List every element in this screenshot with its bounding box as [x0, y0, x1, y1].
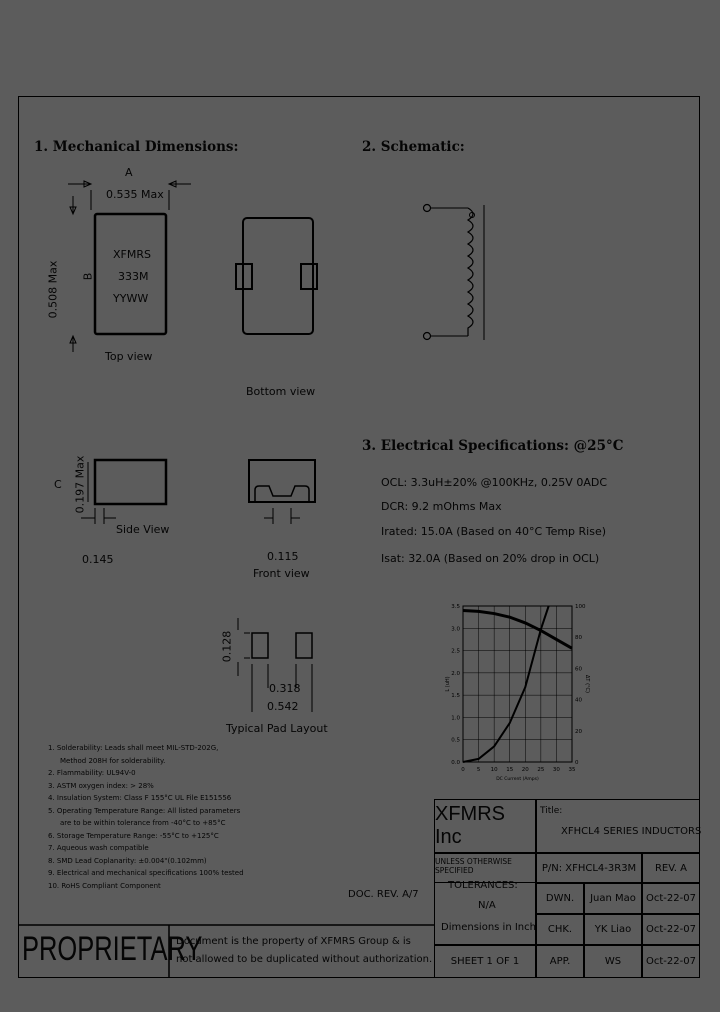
tolerance-cell — [434, 883, 536, 945]
marking-line1: XFMRS — [113, 248, 151, 261]
spec-dcr: DCR: 9.2 mOhms Max — [381, 500, 502, 513]
dim-c-letter: C — [54, 478, 62, 491]
chart-x-tick-label: 30 — [552, 767, 560, 773]
chart-y-tick-label: 1.5 — [451, 693, 460, 700]
chart-y-tick-label: 0.5 — [451, 737, 460, 744]
chart-y2-tick-label: 100 — [575, 604, 586, 610]
chart-y-tick-label: 3.5 — [451, 604, 460, 610]
note-item: are to be within tolerance from -40°C to +85°C — [60, 819, 226, 827]
electrical-heading: 3. Electrical Specifications: @25°C — [362, 438, 624, 454]
sheet-number: SHEET 1 OF 1 — [434, 945, 536, 978]
note-item: 2. Flammability: UL94V-0 — [48, 769, 136, 777]
top-view-label: Top view — [105, 350, 153, 363]
spec-isat: Isat: 32.0A (Based on 20% drop in OCL) — [381, 552, 600, 565]
title-value: XFHCL4 SERIES INDUCTORS — [561, 826, 702, 837]
tolerance-value: N/A — [478, 900, 496, 911]
schematic-heading: 2. Schematic: — [362, 139, 465, 155]
chart-y2-tick-label: 0 — [575, 760, 579, 766]
pad-inner-value: 0.318 — [269, 682, 301, 695]
chart-x-tick-label: 25 — [537, 767, 545, 773]
dim-a-letter: A — [125, 166, 133, 179]
chart-x-axis-label: DC Current (Amps) — [496, 777, 539, 782]
note-item: 4. Insulation System: Class F 155°C UL File E151556 — [48, 794, 232, 802]
note-item: Method 208H for solderability. — [60, 756, 166, 765]
chart-y2-tick-label: 40 — [575, 697, 582, 704]
dim-a-value: 0.535 Max — [106, 188, 164, 201]
pad-height-value: 0.128 — [220, 630, 234, 663]
chart-y-tick-label: 3.0 — [451, 626, 460, 633]
proprietary-note-1: Document is the property of XFMRS Group & is — [176, 936, 411, 947]
chart-plot-area — [463, 606, 572, 762]
note-item: 3. ASTM oxygen index: > 28% — [48, 781, 154, 790]
chart-y-tick-label: 2.5 — [451, 648, 460, 655]
unless-cell: UNLESS OTHERWISE SPECIFIED — [434, 853, 536, 883]
chart-x-tick-label: 5 — [476, 767, 481, 773]
part-number: P/N: XFHCL4-3R3M — [536, 853, 642, 883]
chk-name: YK Liao — [584, 914, 642, 945]
front-dim-value: 0.115 — [267, 550, 299, 563]
proprietary-note-2: not allowed to be duplicated without authorization. — [176, 954, 433, 965]
dimensions-unit: Dimensions in Inch — [441, 922, 536, 933]
front-view-label: Front view — [253, 567, 310, 580]
note-item: 9. Electrical and mechanical specifications 100% tested — [48, 869, 244, 877]
marking-line2: 333M — [118, 270, 149, 283]
dim-b-letter: B — [81, 272, 95, 281]
title-label: Title: — [540, 806, 563, 816]
chart-x-tick-label: 35 — [568, 767, 576, 773]
spec-irated: Irated: 15.0A (Based on 40°C Temp Rise) — [381, 525, 607, 538]
revision: REV. A — [642, 853, 700, 883]
mechanical-heading: 1. Mechanical Dimensions: — [34, 139, 239, 155]
chart-y2-axis-label: ΔT (°C) — [584, 675, 590, 693]
chart-x-tick-label: 0 — [461, 767, 465, 773]
app-date: Oct-22-07 — [642, 945, 700, 978]
chart-x-tick-label: 15 — [506, 767, 514, 773]
chart-x-tick-label: 20 — [521, 767, 529, 773]
app-label: APP. — [536, 945, 584, 978]
chart-y-tick-label: 1.0 — [451, 715, 460, 722]
spec-ocl: OCL: 3.3uH±20% @100KHz, 0.25V 0ADC — [381, 476, 608, 489]
dwn-label: DWN. — [536, 883, 584, 914]
chart-y2-tick-label: 20 — [575, 728, 582, 735]
note-item: 1. Solderability: Leads shall meet MIL-STD-202G, — [48, 744, 219, 752]
chk-label: CHK. — [536, 914, 584, 945]
note-item: 6. Storage Temperature Range: -55°C to +125°C — [48, 831, 219, 840]
note-item: 5. Operating Temperature Range: All listed parameters — [48, 806, 241, 815]
chart-y-axis-label: L (uH) — [445, 676, 451, 692]
doc-rev: DOC. REV. A/7 — [348, 889, 419, 900]
proprietary-label: PROPRIETARY — [22, 930, 203, 968]
side-view-label: Side View — [116, 523, 170, 536]
notes-list — [48, 745, 244, 895]
note-item: 7. Aqueous wash compatible — [48, 844, 149, 852]
pad-outer-value: 0.542 — [267, 700, 299, 713]
note-item: 8. SMD Lead Coplanarity: ±0.004"(0.102mm) — [48, 856, 207, 865]
dwn-date: Oct-22-07 — [642, 883, 700, 914]
note-item: 10. RoHS Compliant Component — [48, 881, 161, 890]
chart-y2-tick-label: 80 — [575, 635, 582, 642]
chart-series-inductance — [463, 610, 572, 648]
dim-c-value: 0.197 Max — [73, 455, 87, 514]
company-name: XFMRS Inc — [434, 799, 536, 853]
chart-y-tick-label: 0.0 — [451, 760, 460, 766]
side-dim-value: 0.145 — [82, 553, 114, 566]
tolerances-label: TOLERANCES: — [448, 880, 518, 891]
chart-y-tick-label: 2.0 — [451, 670, 460, 677]
dim-b-value: 0.508 Max — [46, 260, 60, 319]
chk-date: Oct-22-07 — [642, 914, 700, 945]
pad-layout-label: Typical Pad Layout — [226, 722, 328, 735]
marking-line3: YYWW — [113, 292, 149, 305]
chart-y2-tick-label: 60 — [575, 666, 582, 673]
bottom-view-label: Bottom view — [246, 385, 316, 398]
chart-x-tick-label: 10 — [490, 767, 498, 773]
app-name: WS — [584, 945, 642, 978]
dwn-name: Juan Mao — [584, 883, 642, 914]
